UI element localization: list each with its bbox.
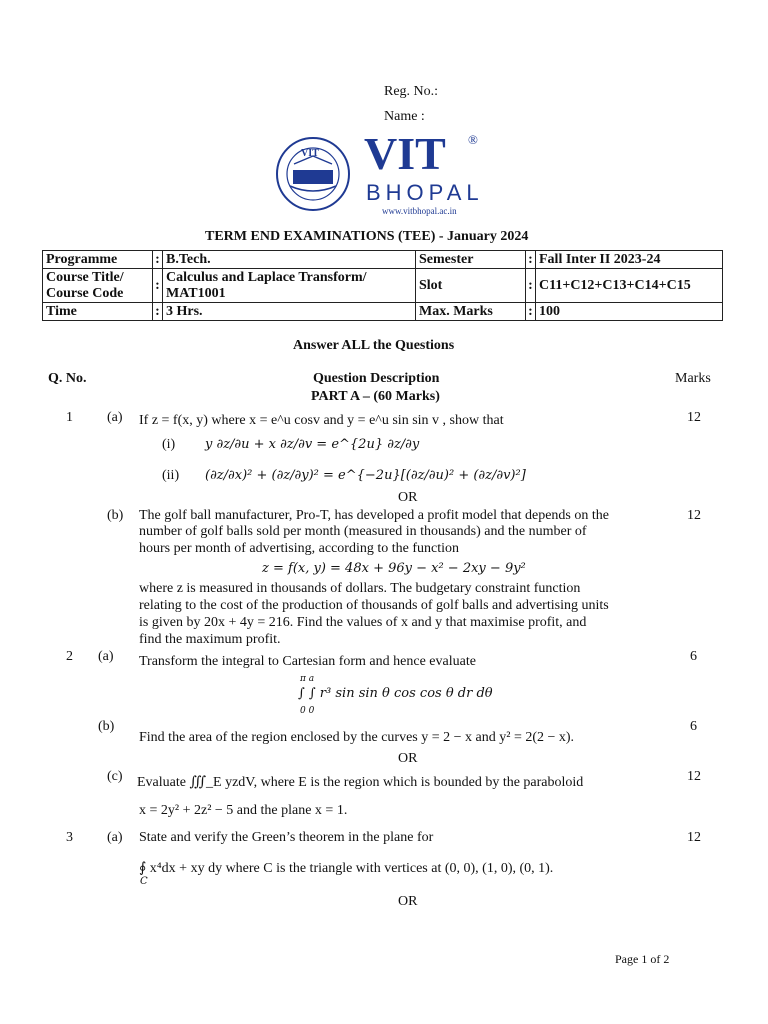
colon: :	[153, 303, 163, 321]
q1b-line6: is given by 20x + 4y = 216. Find the values of x and y that maximise profit, and	[139, 615, 587, 630]
q2a-lower-limits: 0 0	[300, 706, 315, 716]
q3a-curve-subscript: C	[140, 876, 148, 887]
q1b-line5: relating to the cost of the production of thousands of golf balls and advertising units	[139, 598, 609, 613]
name-label: Name :	[384, 109, 425, 124]
seal-text: VIT	[301, 148, 319, 159]
q3-or: OR	[398, 894, 418, 909]
q2a-marks: 6	[690, 649, 697, 664]
semester-label: Semester	[416, 251, 526, 269]
part-a-heading: PART A – (60 Marks)	[311, 389, 440, 404]
course-label-line2: Course Code	[46, 285, 124, 301]
col-qno: Q. No.	[48, 371, 87, 386]
q1b-marks: 12	[687, 508, 701, 523]
q2b-label: (b)	[98, 719, 115, 734]
q3a-label: (a)	[107, 830, 123, 845]
q1b-line2: number of golf balls sold per month (measured in thousands) and the number of	[139, 524, 587, 539]
q1a-i-label: (i)	[162, 437, 176, 452]
colon: :	[153, 251, 163, 269]
q3a-marks: 12	[687, 830, 701, 845]
q2b-text: Find the area of the region enclosed by the curves y = 2 − x and y² = 2(2 − x).	[139, 730, 575, 745]
slot-label: Slot	[416, 269, 526, 303]
programme-value: B.Tech.	[163, 251, 416, 269]
q2a-text: Transform the integral to Cartesian form and hence evaluate	[139, 654, 476, 669]
q2c-marks: 12	[687, 769, 701, 784]
time-label: Time	[43, 303, 153, 321]
instruction: Answer ALL the Questions	[293, 338, 455, 353]
course-value	[163, 269, 416, 303]
colon: :	[526, 303, 536, 321]
registered-mark: ®	[468, 132, 478, 147]
q1-number: 1	[66, 410, 73, 425]
q1b-line7: find the maximum profit.	[139, 632, 281, 647]
col-description: Question Description	[313, 371, 440, 386]
q2a-integral: ∫ ∫ r³ sin sin θ cos cos θ dr dθ	[298, 686, 493, 701]
q1b-line1: The golf ball manufacturer, Pro-T, has developed a profit model that depends on the	[139, 508, 609, 523]
q2a-label: (a)	[98, 649, 114, 664]
col-marks: Marks	[675, 371, 711, 386]
course-info-table	[42, 250, 723, 321]
course-label	[43, 269, 153, 303]
q2c-label: (c)	[107, 769, 123, 784]
university-seal	[268, 134, 358, 212]
course-title: Calculus and Laplace Transform/	[166, 269, 367, 285]
q2-or: OR	[398, 751, 418, 766]
max-marks-label: Max. Marks	[416, 303, 526, 321]
max-marks-value: 100	[536, 303, 723, 321]
logo-brand: VIT	[364, 128, 446, 179]
semester-value: Fall Inter II 2023-24	[536, 251, 723, 269]
q1a-ii-equation: (∂z/∂x)² + (∂z/∂y)² = e^{−2u}[(∂z/∂u)² + (∂z/∂v)²]	[205, 468, 526, 483]
q3a-text: State and verify the Green’s theorem in the plane for	[139, 830, 434, 845]
logo-url: www.vitbhopal.ac.in	[382, 206, 457, 216]
q3a-equation: ∮ x⁴dx + xy dy where C is the triangle with vertices at (0, 0), (1, 0), (0, 1).	[139, 861, 554, 876]
q2b-marks: 6	[690, 719, 697, 734]
q1a-i-equation: y ∂z/∂u + x ∂z/∂v = e^{2u} ∂z/∂y	[205, 437, 420, 452]
programme-label: Programme	[43, 251, 153, 269]
q3-number: 3	[66, 830, 73, 845]
q2c-text2: x = 2y² + 2z² − 5 and the plane x = 1.	[139, 803, 348, 818]
logo-campus: BHOPAL	[366, 180, 484, 205]
q1b-equation: z = f(x, y) = 48x + 96y − x² − 2xy − 9y²	[262, 561, 526, 576]
course-label-line1: Course Title/	[46, 269, 124, 285]
colon: :	[526, 269, 536, 303]
exam-title: TERM END EXAMINATIONS (TEE) - January 2024	[205, 229, 529, 244]
reg-no-label: Reg. No.:	[384, 84, 439, 99]
q1a-label: (a)	[107, 410, 123, 425]
q2c-text: Evaluate ∭_E yzdV, where E is the region which is bounded by the paraboloid	[137, 775, 584, 790]
q1a-marks: 12	[687, 410, 701, 425]
q1a-ii-label: (ii)	[162, 468, 180, 483]
q1b-label: (b)	[107, 508, 124, 523]
page-number: Page 1 of 2	[615, 952, 670, 966]
q1a-text: If z = f(x, y) where x = e^u cosv and y = e^u sin sin v , show that	[139, 413, 504, 428]
q2-number: 2	[66, 649, 73, 664]
q1b-line4: where z is measured in thousands of dollars. The budgetary constraint function	[139, 581, 581, 596]
course-code: MAT1001	[166, 285, 226, 301]
slot-value: C11+C12+C13+C14+C15	[536, 269, 723, 303]
colon: :	[526, 251, 536, 269]
colon: :	[153, 269, 163, 303]
q2a-upper-limits: π a	[300, 674, 315, 684]
time-value: 3 Hrs.	[163, 303, 416, 321]
q1b-line3: hours per month of advertising, according to the function	[139, 541, 459, 556]
q1-or: OR	[398, 490, 418, 505]
